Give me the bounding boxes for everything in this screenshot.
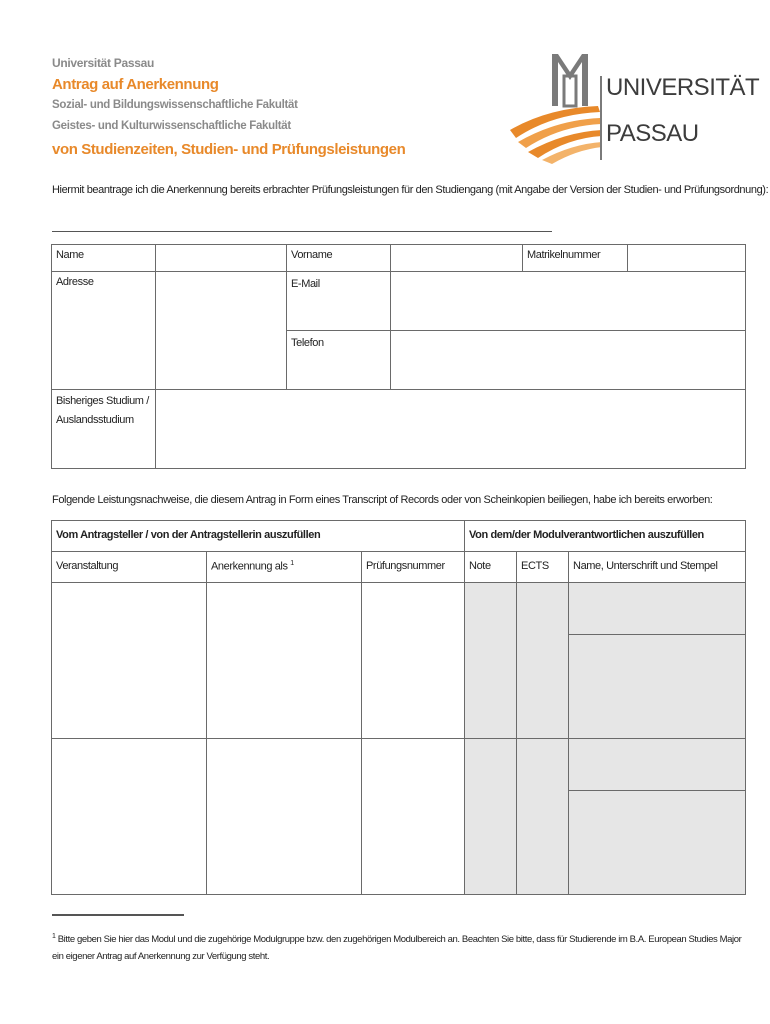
logo-line1: UNIVERSITÄT: [606, 74, 760, 101]
telefon-field[interactable]: [391, 331, 746, 390]
row1-pruefungsnummer[interactable]: [362, 583, 465, 739]
records-table: [51, 520, 746, 895]
row2-anerkennung[interactable]: [207, 739, 362, 895]
footnote-divider: [52, 914, 184, 916]
section-module: Von dem/der Modulverantwortlichen auszufüllen: [465, 521, 746, 552]
row2-veranstaltung[interactable]: [52, 739, 207, 895]
university-logo: [508, 46, 760, 166]
row2-note[interactable]: [465, 739, 517, 895]
col-note: Note: [465, 552, 517, 583]
footnote-number: 1: [52, 933, 56, 940]
title-part2: von Studienzeiten, Studien- und Prüfungsleistungen: [52, 141, 406, 158]
col-pruefungsnummer: Prüfungsnummer: [362, 552, 465, 583]
adresse-field[interactable]: [156, 272, 287, 390]
row1-signature-top[interactable]: [569, 583, 746, 635]
name-label: Name: [52, 245, 156, 272]
matrikelnummer-field[interactable]: [628, 245, 746, 272]
title-part1: Antrag auf Anerkennung: [52, 76, 219, 93]
footnote-mark: 1: [290, 560, 294, 567]
studiengang-line[interactable]: [52, 231, 552, 232]
row2-pruefungsnummer[interactable]: [362, 739, 465, 895]
logo-line2: PASSAU: [606, 120, 699, 147]
faculty-1: Sozial- und Bildungswissenschaftliche Fakultät: [52, 99, 298, 111]
university-name: Universität Passau: [52, 56, 154, 70]
records-text: Folgende Leistungsnachweise, die diesem Antrag in Form eines Transcript of Records oder von Scheinkopien beiliegen, habe ich bereits erworben:: [52, 494, 713, 506]
footnote: [52, 928, 752, 965]
intro-text: Hiermit beantrage ich die Anerkennung bereits erbrachter Prüfungsleistungen für den Studiengang (mit Angabe der Version der Studien- und Prüfungsordnung):: [52, 184, 769, 196]
row2-ects[interactable]: [517, 739, 569, 895]
adresse-label: Adresse: [52, 272, 156, 390]
col-ects: ECTS: [517, 552, 569, 583]
bisheriges-studium-label: Bisheriges Studium / Auslandsstudium: [52, 390, 156, 469]
matrikelnummer-label: Matrikelnummer: [523, 245, 628, 272]
bisheriges-studium-field[interactable]: [156, 390, 746, 469]
row1-anerkennung[interactable]: [207, 583, 362, 739]
row1-signature-bottom[interactable]: [569, 635, 746, 739]
footnote-text: Bitte geben Sie hier das Modul und die zugehörige Modulgruppe bzw. den zugehörigen Modulbereich an. Beachten Sie bitte, dass für Studierende im B.A. European Studies Major ein eigener Antrag auf Anerkennung zur Verfügung steht.: [52, 934, 742, 963]
col-anerkennung: Anerkennung als $^1$: [207, 552, 362, 583]
col-signature: Name, Unterschrift und Stempel: [569, 552, 746, 583]
personal-data-table: [51, 244, 746, 469]
name-field[interactable]: [156, 245, 287, 272]
email-label: E-Mail: [287, 272, 391, 331]
email-field[interactable]: [391, 272, 746, 331]
faculty-2: Geistes- und Kulturwissenschaftliche Fakultät: [52, 120, 291, 132]
logo-emblem-icon: [508, 46, 748, 166]
vorname-field[interactable]: [391, 245, 523, 272]
col-veranstaltung: Veranstaltung: [52, 552, 207, 583]
section-applicant: Vom Antragsteller / von der Antragstellerin auszufüllen: [52, 521, 465, 552]
row2-signature-top[interactable]: [569, 739, 746, 791]
row1-veranstaltung[interactable]: [52, 583, 207, 739]
row2-signature-bottom[interactable]: [569, 791, 746, 895]
vorname-label: Vorname: [287, 245, 391, 272]
row1-ects[interactable]: [517, 583, 569, 739]
row1-note[interactable]: [465, 583, 517, 739]
telefon-label: Telefon: [287, 331, 391, 390]
